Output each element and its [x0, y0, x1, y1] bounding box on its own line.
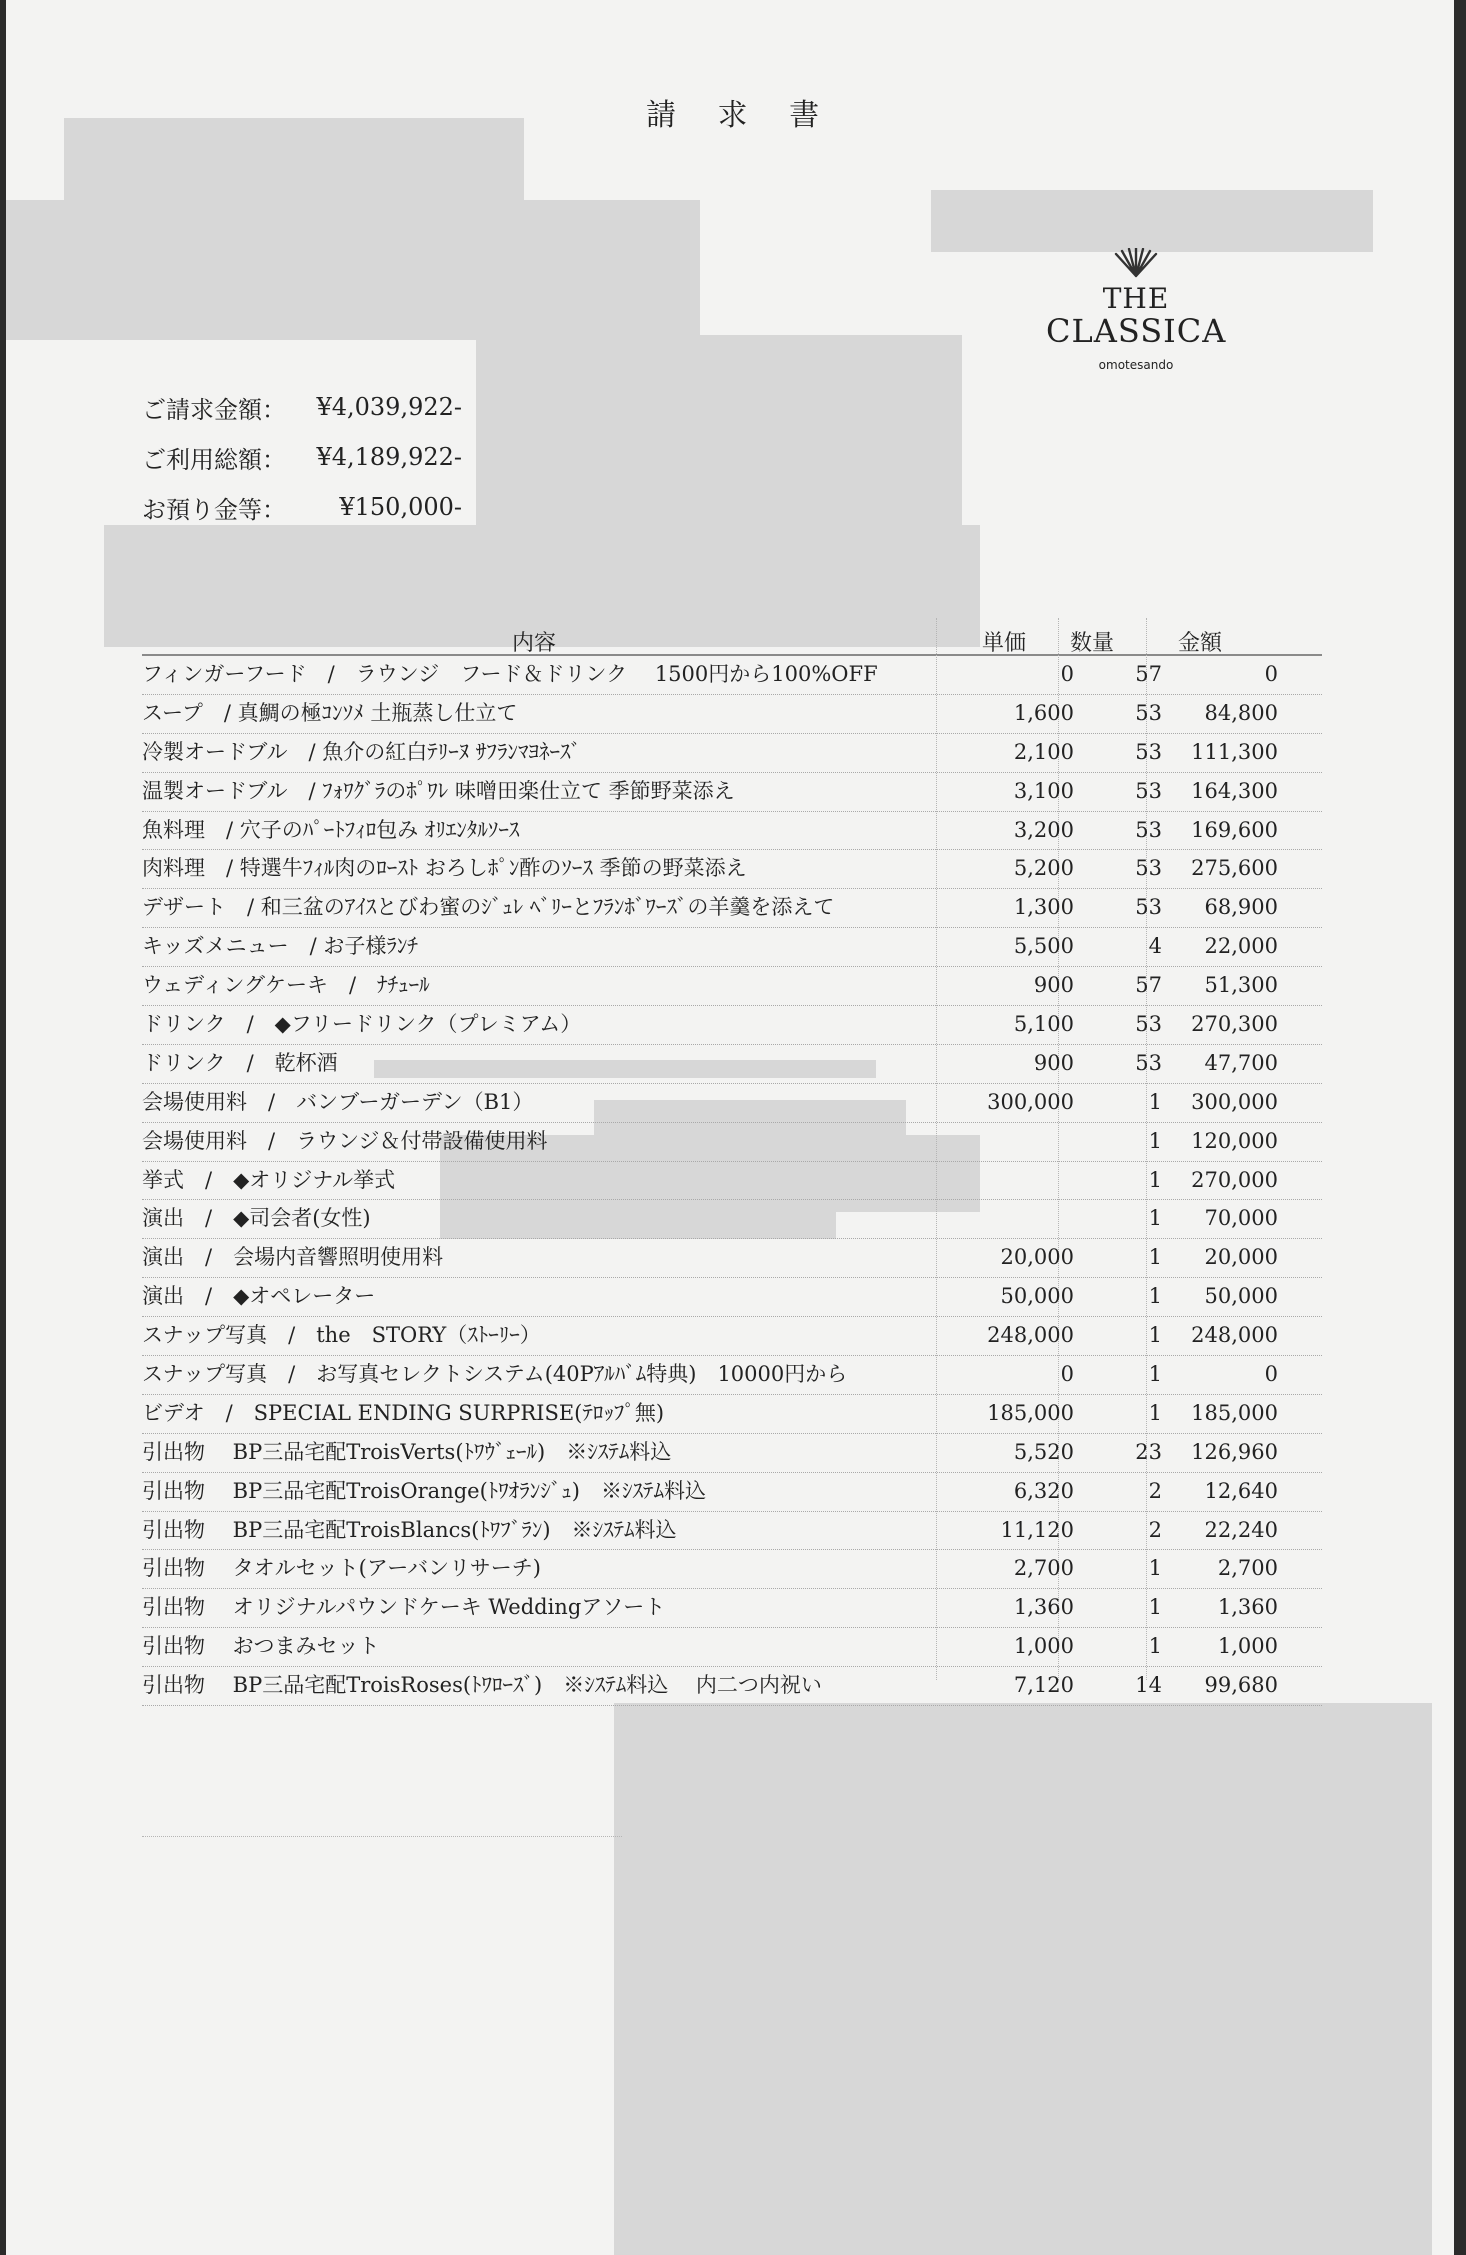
table-row	[142, 773, 1322, 812]
item-unit-price: 0	[1060, 1362, 1074, 1387]
table-row	[142, 928, 1322, 967]
table-row	[142, 1434, 1322, 1473]
summary-value: ¥4,039,922-	[316, 393, 462, 421]
header-unit-price: 単価	[982, 631, 1027, 656]
table-row	[142, 1317, 1322, 1356]
table-row	[142, 1006, 1322, 1045]
footer-divider	[142, 1836, 622, 1837]
item-description: 肉料理 / 特選牛ﾌｨﾙ肉のﾛｰｽﾄ おろしﾎﾟﾝ酢のｿｰｽ 季節の野菜添え	[142, 856, 747, 881]
table-row	[142, 812, 1322, 851]
document-title: 請 求 書	[646, 98, 836, 133]
item-description: デザート / 和三盆のｱｲｽとびわ蜜のｼﾞｭﾚ ﾍﾞﾘｰとﾌﾗﾝﾎﾞﾜｰｽﾞの羊羹を添えて	[142, 895, 835, 920]
item-unit-price: 5,100	[1013, 1012, 1074, 1037]
table-row	[142, 967, 1322, 1006]
item-description: 引出物 BP三品宅配TroisRoses(ﾄﾜﾛｰｽﾞ) ※ｼｽﾃﾑ料込 内二つ内祝い	[142, 1673, 822, 1698]
item-quantity: 1	[1148, 1167, 1162, 1192]
item-description: 挙式 / ◆オリジナル挙式	[142, 1167, 396, 1192]
item-amount: 111,300	[1191, 739, 1278, 764]
table-row	[142, 889, 1322, 928]
item-description: スナップ写真 / お写真セレクトシステム(40Pｱﾙﾊﾞﾑ特典) 10000円から	[142, 1362, 848, 1387]
item-unit-price: 2,100	[1013, 739, 1074, 764]
item-quantity: 1	[1148, 1089, 1162, 1114]
table-row	[142, 1045, 1322, 1084]
redaction-block	[931, 190, 1373, 252]
table-header	[142, 618, 1322, 656]
item-unit-price: 1,600	[1013, 700, 1074, 725]
summary-value: ¥150,000-	[339, 493, 462, 521]
item-unit-price: 5,520	[1013, 1439, 1074, 1464]
item-quantity: 1	[1148, 1362, 1162, 1387]
summary-label: ご請求金額：	[142, 395, 286, 424]
item-unit-price: 1,300	[1013, 895, 1074, 920]
item-unit-price: 0	[1060, 662, 1074, 686]
item-unit-price: 2,700	[1013, 1556, 1074, 1581]
item-quantity: 2	[1148, 1517, 1162, 1542]
redaction-block	[64, 118, 524, 204]
summary-row-billed	[142, 382, 462, 432]
item-description: 引出物 BP三品宅配TroisOrange(ﾄﾜｵﾗﾝｼﾞｭ) ※ｼｽﾃﾑ料込	[142, 1478, 706, 1503]
item-amount: 84,800	[1204, 700, 1278, 725]
table-row	[142, 1278, 1322, 1317]
item-quantity: 14	[1135, 1673, 1162, 1698]
item-amount: 68,900	[1204, 895, 1278, 920]
item-description: ウェディングケーキ / ﾅﾁｭｰﾙ	[142, 973, 430, 998]
table-row	[142, 734, 1322, 773]
brand-logo	[1046, 248, 1226, 372]
summary-row-deposit	[142, 482, 462, 532]
redaction-block	[476, 335, 962, 525]
item-quantity: 53	[1135, 700, 1162, 725]
item-amount: 1,000	[1217, 1634, 1278, 1659]
item-description: 会場使用料 / バンブーガーデン（B1）	[142, 1089, 534, 1114]
redaction-block	[6, 200, 700, 340]
item-unit-price: 11,120	[1000, 1517, 1074, 1542]
item-amount: 50,000	[1204, 1284, 1278, 1309]
table-row	[142, 850, 1322, 889]
item-unit-price: 900	[1033, 1050, 1074, 1075]
table-row	[142, 1550, 1322, 1589]
table-row	[142, 1395, 1322, 1434]
header-quantity: 数量	[1070, 631, 1115, 656]
item-amount: 169,600	[1191, 817, 1278, 842]
item-quantity: 1	[1148, 1400, 1162, 1425]
item-amount: 270,000	[1191, 1167, 1278, 1192]
item-description: 演出 / 会場内音響照明使用料	[142, 1245, 444, 1270]
table-row	[142, 1667, 1322, 1706]
item-amount: 0	[1264, 662, 1278, 686]
item-unit-price: 1,000	[1013, 1634, 1074, 1659]
item-unit-price: 20,000	[1000, 1245, 1074, 1270]
item-quantity: 53	[1135, 778, 1162, 803]
item-quantity: 53	[1135, 739, 1162, 764]
item-amount: 22,000	[1204, 934, 1278, 959]
table-row	[142, 1628, 1322, 1667]
item-quantity: 1	[1148, 1284, 1162, 1309]
item-amount: 22,240	[1204, 1517, 1278, 1542]
table-row	[142, 695, 1322, 734]
item-description: ビデオ / SPECIAL ENDING SURPRISE(ﾃﾛｯﾌﾟ無)	[142, 1400, 665, 1425]
item-amount: 126,960	[1191, 1439, 1278, 1464]
item-description: 演出 / ◆司会者(女性)	[142, 1206, 371, 1231]
item-unit-price: 300,000	[987, 1089, 1074, 1114]
item-amount: 47,700	[1204, 1050, 1278, 1075]
item-quantity: 53	[1135, 817, 1162, 842]
table-row	[142, 1084, 1322, 1123]
item-unit-price: 5,500	[1013, 934, 1074, 959]
item-unit-price: 1,360	[1013, 1595, 1074, 1620]
logo-text-omotesando: omotesando	[1098, 358, 1174, 372]
item-description: 会場使用料 / ラウンジ＆付帯設備使用料	[142, 1128, 548, 1153]
item-description: 引出物 BP三品宅配TroisBlancs(ﾄﾜﾌﾞﾗﾝ) ※ｼｽﾃﾑ料込	[142, 1517, 677, 1542]
item-quantity: 53	[1135, 1012, 1162, 1037]
item-unit-price: 900	[1033, 973, 1074, 998]
item-quantity: 1	[1148, 1323, 1162, 1348]
item-unit-price: 248,000	[987, 1323, 1074, 1348]
item-amount: 120,000	[1191, 1128, 1278, 1153]
item-description: キッズメニュー / お子様ﾗﾝﾁ	[142, 934, 418, 959]
item-amount: 20,000	[1204, 1245, 1278, 1270]
item-unit-price: 3,200	[1013, 817, 1074, 842]
item-description: フィンガーフード / ラウンジ フード＆ドリンク 1500円から100%OFF	[142, 662, 878, 686]
billing-summary	[142, 382, 462, 532]
summary-label: お預り金等：	[142, 495, 286, 524]
item-unit-price: 7,120	[1013, 1673, 1074, 1698]
item-amount: 0	[1264, 1362, 1278, 1387]
item-description: 引出物 タオルセット(アーバンリサーチ)	[142, 1556, 541, 1581]
header-amount: 金額	[1178, 631, 1223, 656]
item-description: 引出物 オリジナルパウンドケーキ Weddingアソート	[142, 1595, 666, 1620]
item-quantity: 1	[1148, 1595, 1162, 1620]
item-quantity: 1	[1148, 1634, 1162, 1659]
item-unit-price: 185,000	[987, 1400, 1074, 1425]
summary-row-total	[142, 432, 462, 482]
item-unit-price: 6,320	[1013, 1478, 1074, 1503]
item-quantity: 2	[1148, 1478, 1162, 1503]
table-row	[142, 1512, 1322, 1551]
table-row	[142, 1123, 1322, 1162]
item-amount: 248,000	[1191, 1323, 1278, 1348]
item-amount: 275,600	[1191, 856, 1278, 881]
table-row	[142, 1162, 1322, 1201]
item-description: 温製オードブル / ﾌｫﾜｸﾞﾗのﾎﾟﾜﾚ 味噌田楽仕立て 季節野菜添え	[142, 778, 735, 803]
item-quantity: 53	[1135, 895, 1162, 920]
item-description: 魚料理 / 穴子のﾊﾟｰﾄﾌｨﾛ包み ｵﾘｴﾝﾀﾙｿｰｽ	[142, 817, 520, 842]
fan-icon	[1108, 248, 1164, 278]
item-amount: 12,640	[1204, 1478, 1278, 1503]
logo-text-the: THE	[1102, 282, 1170, 315]
line-items-table	[142, 656, 1322, 1706]
item-quantity: 1	[1148, 1206, 1162, 1231]
summary-label: ご利用総額：	[142, 445, 286, 474]
table-row	[142, 1589, 1322, 1628]
item-amount: 164,300	[1191, 778, 1278, 803]
item-amount: 70,000	[1204, 1206, 1278, 1231]
item-description: 演出 / ◆オペレーター	[142, 1284, 376, 1309]
table-row	[142, 1200, 1322, 1239]
item-quantity: 1	[1148, 1245, 1162, 1270]
item-description: ドリンク / ◆フリードリンク（プレミアム）	[142, 1012, 582, 1037]
item-amount: 2,700	[1217, 1556, 1278, 1581]
item-description: スナップ写真 / the STORY（ｽﾄｰﾘｰ）	[142, 1323, 541, 1348]
logo-text-classica: CLASSICA	[1046, 312, 1227, 350]
item-amount: 1,360	[1217, 1595, 1278, 1620]
item-unit-price: 5,200	[1013, 856, 1074, 881]
item-unit-price: 3,100	[1013, 778, 1074, 803]
table-row	[142, 656, 1322, 695]
item-quantity: 57	[1135, 662, 1162, 686]
invoice-paper	[6, 0, 1454, 2255]
item-description: スープ / 真鯛の極ｺﾝｿﾒ 土瓶蒸し仕立て	[142, 700, 518, 725]
redaction-block	[614, 1703, 1432, 2255]
item-description: 引出物 BP三品宅配TroisVerts(ﾄﾜｳﾞｪｰﾙ) ※ｼｽﾃﾑ料込	[142, 1439, 672, 1464]
item-amount: 51,300	[1204, 973, 1278, 998]
item-quantity: 4	[1148, 934, 1162, 959]
item-quantity: 23	[1135, 1439, 1162, 1464]
item-amount: 300,000	[1191, 1089, 1278, 1114]
table-row	[142, 1356, 1322, 1395]
item-amount: 185,000	[1191, 1400, 1278, 1425]
item-description: ドリンク / 乾杯酒	[142, 1050, 338, 1075]
item-quantity: 53	[1135, 1050, 1162, 1075]
table-row	[142, 1473, 1322, 1512]
header-content: 内容	[512, 631, 557, 656]
item-amount: 99,680	[1204, 1673, 1278, 1698]
summary-value: ¥4,189,922-	[316, 443, 462, 471]
item-description: 冷製オードブル / 魚介の紅白ﾃﾘｰﾇ ｻﾌﾗﾝﾏﾖﾈｰｽﾞ	[142, 739, 581, 764]
item-quantity: 53	[1135, 856, 1162, 881]
item-quantity: 57	[1135, 973, 1162, 998]
item-quantity: 1	[1148, 1128, 1162, 1153]
table-row	[142, 1239, 1322, 1278]
item-description: 引出物 おつまみセット	[142, 1634, 380, 1659]
item-unit-price: 50,000	[1000, 1284, 1074, 1309]
item-quantity: 1	[1148, 1556, 1162, 1581]
item-amount: 270,300	[1191, 1012, 1278, 1037]
